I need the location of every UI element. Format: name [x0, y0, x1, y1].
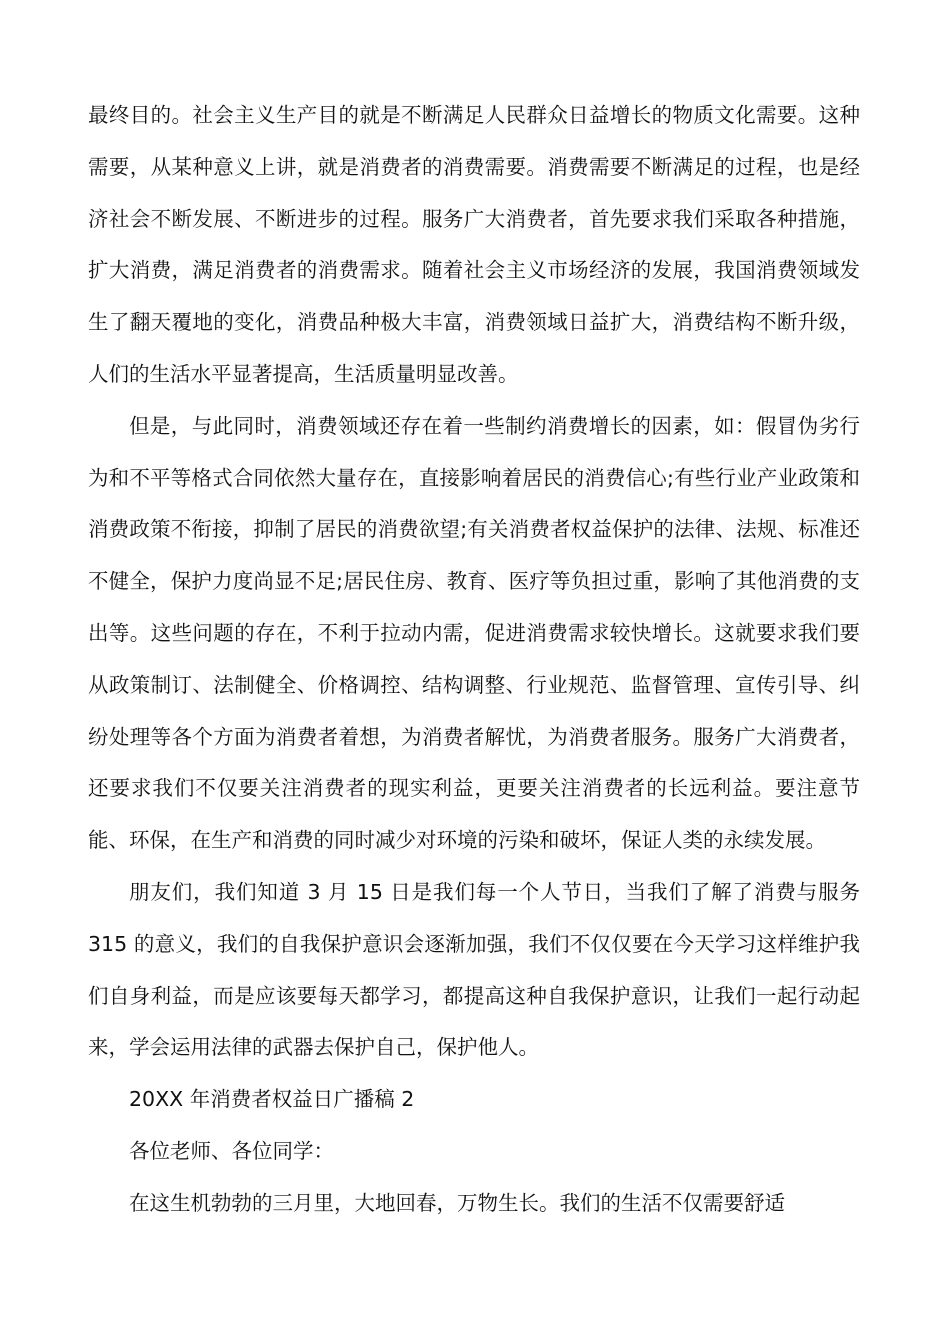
paragraph-consumption-problems: 但是，与此同时，消费领域还存在着一些制约消费增长的因素，如：假冒伪劣行为和不平等格式合同依然大量存在，直接影响着居民的消费信心;有些行业产业政策和消费政策不衔接，抑制了居民的消费欲望;有关消费者权益保护的法律、法规、标准还不健全，保护力度尚显不足;居民住房、教育、医疗等负担过重，影响了其他消费的支出等。这些问题的存在，不利于拉动内需，促进消费需求较快增长。这就要求我们要从政策制订、法制健全、价格调控、结构调整、行业规范、监督管理、宣传引导、纠纷处理等各个方面为消费者着想，为消费者解忧，为消费者服务。服务广大消费者，还要求我们不仅要关注消费者的现实利益，更要关注消费者的长远利益。要注意节能、环保，在生产和消费的同时减少对环境的污染和破坏，保证人类的永续发展。 — [88, 413, 860, 853]
section-heading: 20XX 年消费者权益日广播稿 2 — [129, 1087, 415, 1112]
paragraph-consumption-purpose: 最终目的。社会主义生产目的就是不断满足人民群众日益增长的物质文化需要。这种需要，从某种意义上讲，就是消费者的消费需要。消费需要不断满足的过程，也是经济社会不断发展、不断进步的过程。服务广大消费者，首先要求我们采取各种措施，扩大消费，满足消费者的消费需求。随着社会主义市场经济的发展，我国消费领域发生了翻天覆地的变化，消费品种极大丰富，消费领域日益扩大，消费结构不断升级，人们的生活水平显著提高，生活质量明显改善。 — [88, 103, 860, 386]
document-page — [88, 90, 860, 1230]
paragraph-march-opening: 在这生机勃勃的三月里，大地回春，万物生长。我们的生活不仅需要舒适 — [129, 1190, 785, 1215]
salutation: 各位老师、各位同学： — [129, 1138, 334, 1163]
paragraph-friends-315: 朋友们，我们知道 3 月 15 日是我们每一个人节日，当我们了解了消费与服务 315 的意义，我们的自我保护意识会逐渐加强，我们不仅仅要在今天学习这样维护我们自身利益，而是应该要每天都学习，都提高这种自我保护意识，让我们一起行动起来，学会运用法律的武器去保护自己，保护他人。 — [88, 879, 860, 1060]
